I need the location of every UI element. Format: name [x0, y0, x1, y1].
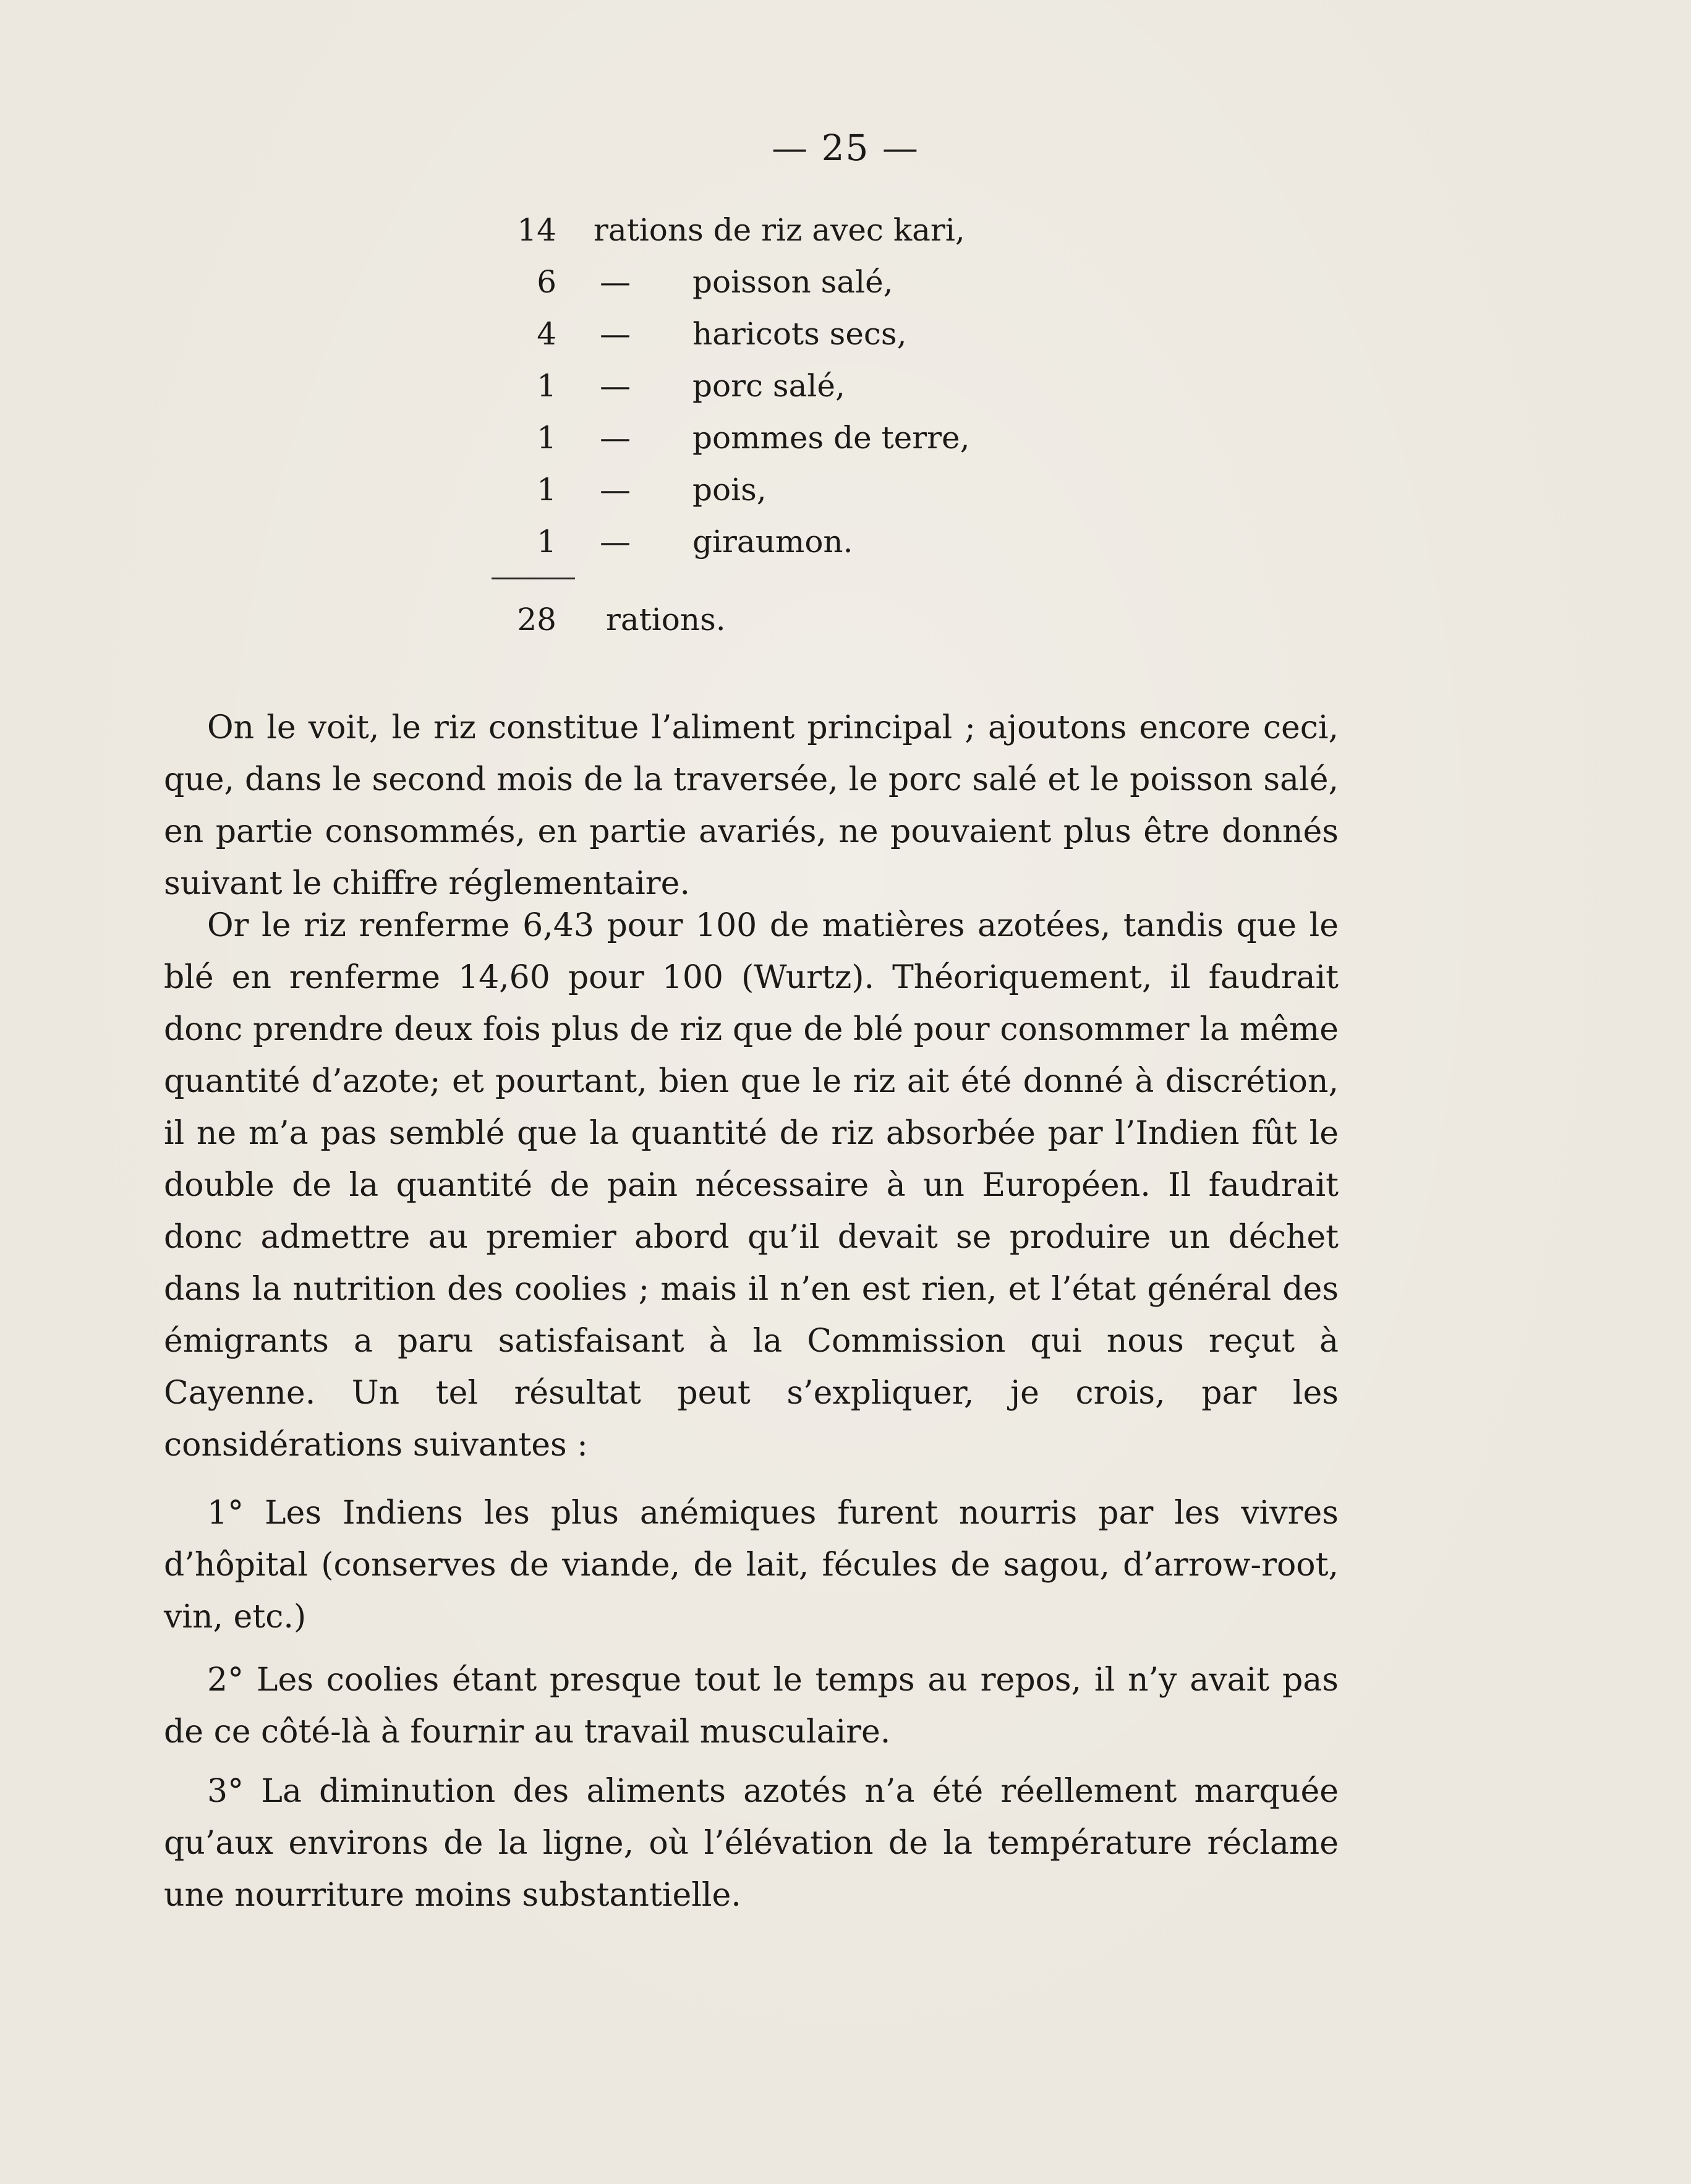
ration-row [507, 360, 1063, 412]
paragraph-block [164, 1654, 1339, 1758]
ration-row [507, 464, 1063, 516]
ration-item: porc salé, [692, 368, 845, 404]
ration-quantity: 1 [537, 420, 556, 456]
ditto-dash: — [600, 368, 631, 404]
total-quantity: 28 [517, 602, 556, 638]
paragraph: 2° Les coolies étant presque tout le temps au repos, il n’y avait pas de ce côté-là à fournir au travail musculaire. [164, 1661, 1339, 1751]
ration-quantity: 1 [537, 368, 556, 404]
ration-list [507, 204, 1063, 568]
paragraph-block [164, 1765, 1339, 1921]
ration-quantity: 1 [537, 472, 556, 508]
paragraph: 3° La diminution des aliments azotés n’a été réellement marquée qu’aux environs de la ligne, où l’élévation de la température réclame une nourriture moins substantielle. [164, 1773, 1339, 1914]
ration-quantity: 14 [517, 212, 556, 248]
ration-item: pommes de terre, [692, 420, 970, 456]
ration-row [507, 308, 1063, 360]
ration-row [507, 516, 1063, 568]
ditto-dash: — [600, 316, 631, 352]
total-rule [492, 578, 575, 579]
ration-row [507, 256, 1063, 308]
ditto-dash: — [600, 420, 631, 456]
paragraph: Or le riz renferme 6,43 pour 100 de matières azotées, tandis que le blé en renferme 14,60 pour 100 (Wurtz). Théoriquement, il faudrait donc prendre deux fois plus de riz que de blé pour consommer la même quantité d’azote; et pourtant, bien que le riz ait été donné à discrétion, il ne m’a pas semblé que la quantité de riz absorbée par l’Indien fût le double de la quantité de pain nécessaire à un Européen. Il faudrait donc admettre au premier abord qu’il devait se produire un déchet dans la nutrition des coolies ; mais il n’en est rien, et l’état général des émigrants a paru satisfaisant à la Commission qui nous reçut à Cayenne. Un tel résultat peut s’expliquer, je crois, par les considérations suivantes : [164, 907, 1339, 1464]
paragraph: 1° Les Indiens les plus anémiques furent nourris par les vivres d’hôpital (conserves de viande, de lait, fécules de sagou, d’arrow-root, vin, etc.) [164, 1495, 1339, 1636]
paragraph-block [164, 900, 1339, 1471]
ration-quantity: 4 [537, 316, 556, 352]
total-row [507, 594, 878, 646]
ditto-dash: — [600, 264, 631, 300]
paragraph-block [164, 702, 1339, 910]
page-number: — 25 — [772, 127, 919, 169]
ration-quantity: 6 [537, 264, 556, 300]
ration-row [507, 204, 1063, 256]
total-label: rations. [606, 602, 726, 638]
ration-item: poisson salé, [692, 264, 893, 300]
paragraph: On le voit, le riz constitue l’aliment principal ; ajoutons encore ceci, que, dans le second mois de la traversée, le porc salé et le poisson salé, en partie consommés, en partie avariés, ne pouvaient plus être donnés suivant le chiffre réglementaire. [164, 709, 1339, 902]
ration-quantity: 1 [537, 524, 556, 560]
ditto-dash: — [600, 524, 631, 560]
paragraph-block [164, 1487, 1339, 1643]
ration-item: haricots secs, [692, 316, 907, 352]
ration-item: rations de riz avec kari, [594, 212, 965, 248]
ration-row [507, 412, 1063, 464]
ditto-dash: — [600, 472, 631, 508]
ration-item: giraumon. [692, 524, 853, 560]
ration-item: pois, [692, 472, 767, 508]
